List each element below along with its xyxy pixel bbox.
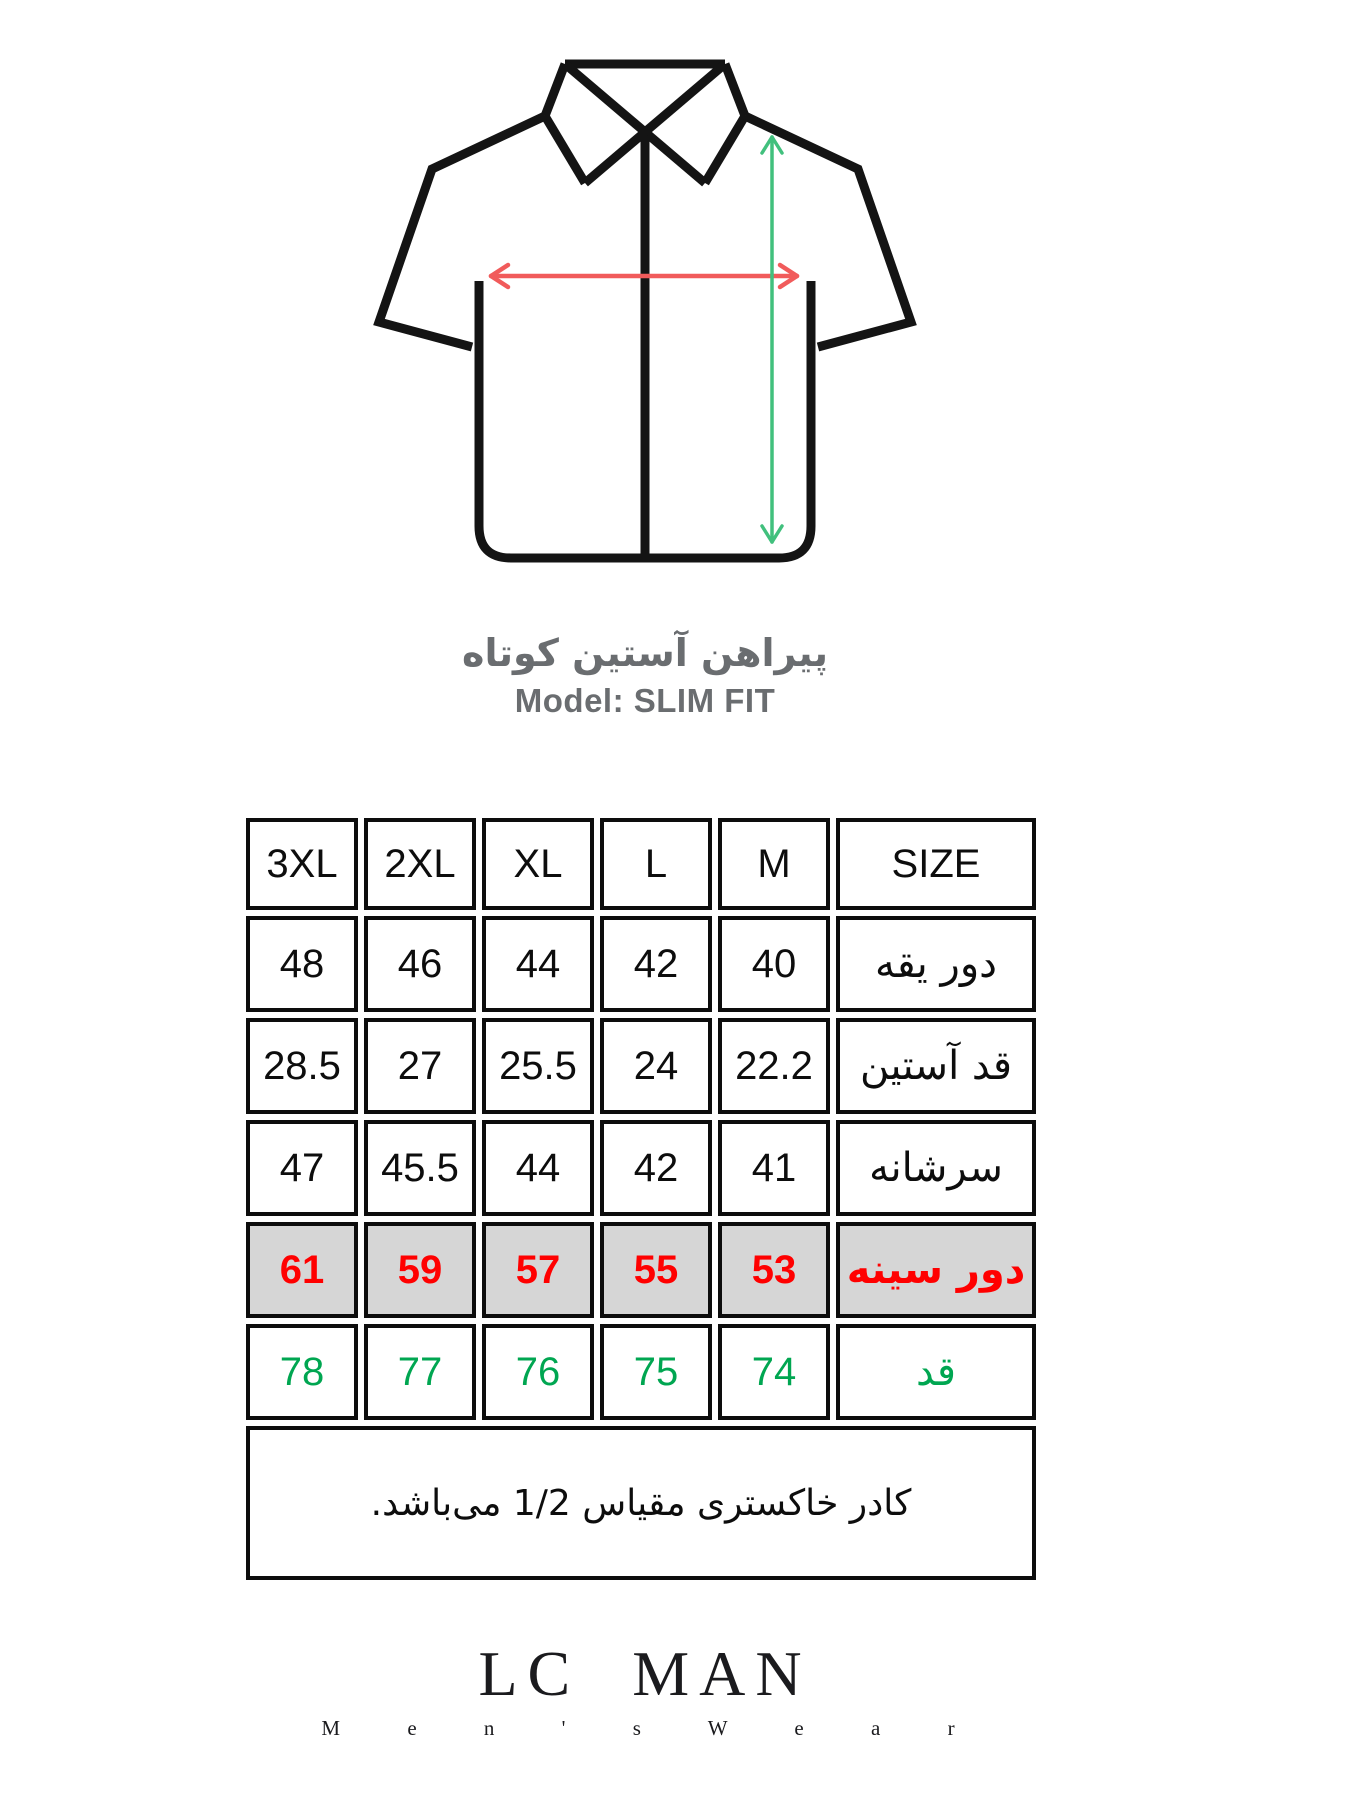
- measurement-cell: 53: [718, 1222, 830, 1318]
- col-header-size: SIZE: [836, 818, 1036, 910]
- measurement-cell: 24: [600, 1018, 712, 1114]
- measurement-cell: 25.5: [482, 1018, 594, 1114]
- measurement-cell: 74: [718, 1324, 830, 1420]
- row-length: [246, 1324, 1036, 1420]
- row-label-shoulder: سرشانه: [836, 1120, 1036, 1216]
- row-label-chest: دور سینه: [836, 1222, 1036, 1318]
- table-note-row: [246, 1426, 1036, 1580]
- col-header-m: M: [718, 818, 830, 910]
- col-header-l: L: [600, 818, 712, 910]
- row-label-sleeve: قد آستین: [836, 1018, 1036, 1114]
- product-name-fa: پیراهن آستین کوتاه: [462, 631, 828, 675]
- model-label: Model: SLIM FIT: [514, 681, 776, 719]
- measurement-cell: 27: [364, 1018, 476, 1114]
- row-shoulder: [246, 1120, 1036, 1216]
- size-table: [240, 812, 1042, 1586]
- row-label-length: قد: [836, 1324, 1036, 1420]
- measurement-cell: 55: [600, 1222, 712, 1318]
- row-chest: [246, 1222, 1036, 1318]
- measurement-cell: 78: [246, 1324, 358, 1420]
- diagram-caption: [245, 630, 1045, 720]
- measurement-cell: 45.5: [364, 1120, 476, 1216]
- measurement-cell: 59: [364, 1222, 476, 1318]
- size-table-header-row: [246, 818, 1036, 910]
- shirt-diagram: [345, 36, 945, 596]
- measurement-cell: 41: [718, 1120, 830, 1216]
- measurement-cell: 42: [600, 916, 712, 1012]
- col-header-3xl: 3XL: [246, 818, 358, 910]
- measurement-cell: 44: [482, 916, 594, 1012]
- measurement-cell: 57: [482, 1222, 594, 1318]
- brand-name: LC MAN: [478, 1638, 812, 1709]
- brand-logo: [245, 1638, 1045, 1741]
- measurement-cell: 77: [364, 1324, 476, 1420]
- measurement-cell: 28.5: [246, 1018, 358, 1114]
- measurement-cell: 44: [482, 1120, 594, 1216]
- measurement-cell: 75: [600, 1324, 712, 1420]
- row-sleeve-length: [246, 1018, 1036, 1114]
- brand-tagline: M e n ' s W e a r: [321, 1716, 969, 1740]
- measurement-cell: 42: [600, 1120, 712, 1216]
- col-header-2xl: 2XL: [364, 818, 476, 910]
- measurement-cell: 40: [718, 916, 830, 1012]
- row-collar: [246, 916, 1036, 1012]
- scale-note: کادر خاکستری مقیاس 1/2 می‌باشد.: [246, 1426, 1036, 1580]
- measurement-cell: 48: [246, 916, 358, 1012]
- length-arrow: [762, 137, 782, 542]
- measurement-cell: 47: [246, 1120, 358, 1216]
- col-header-xl: XL: [482, 818, 594, 910]
- measurement-cell: 76: [482, 1324, 594, 1420]
- row-label-collar: دور یقه: [836, 916, 1036, 1012]
- measurement-cell: 22.2: [718, 1018, 830, 1114]
- measurement-cell: 46: [364, 916, 476, 1012]
- short-sleeve-shirt-icon: [345, 36, 945, 596]
- measurement-cell: 61: [246, 1222, 358, 1318]
